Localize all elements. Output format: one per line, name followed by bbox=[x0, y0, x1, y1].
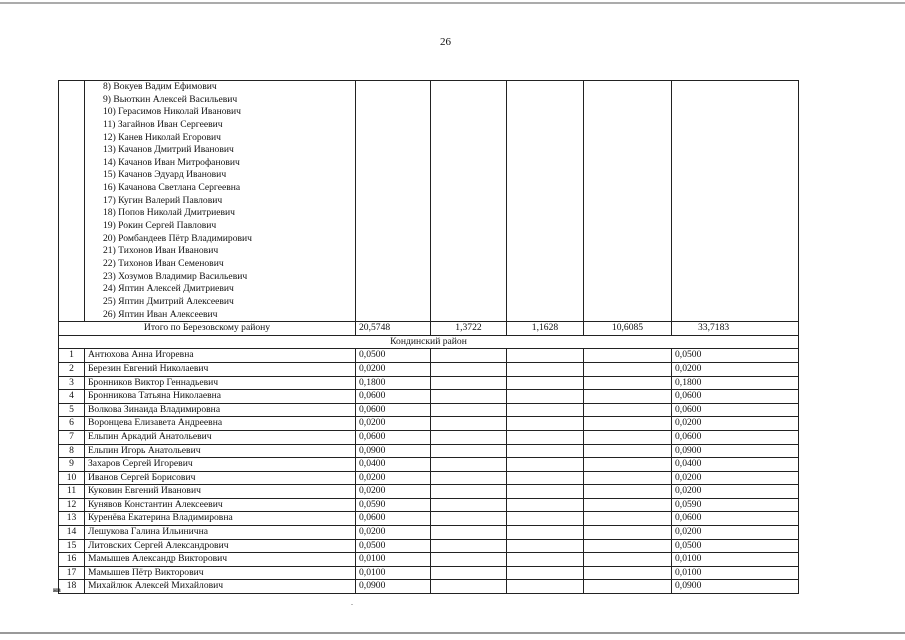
scan-speck bbox=[351, 604, 353, 605]
table-row bbox=[59, 498, 799, 512]
row-empty-cell bbox=[431, 512, 507, 526]
participant-name: 15) Качанов Эдуард Иванович bbox=[103, 169, 227, 181]
row-empty-cell bbox=[431, 390, 507, 404]
row-total: 0,0100 bbox=[672, 553, 799, 567]
row-name: Михайлюк Алексей Михайлович bbox=[85, 580, 356, 594]
row-empty-cell bbox=[431, 539, 507, 553]
row-name: Бронникова Татьяна Николаевна bbox=[85, 390, 356, 404]
row-empty-cell bbox=[431, 498, 507, 512]
row-total: 0,0600 bbox=[672, 390, 799, 404]
table-row bbox=[59, 512, 799, 526]
table-row bbox=[59, 349, 799, 363]
row-empty-cell bbox=[431, 403, 507, 417]
row-empty-cell bbox=[431, 362, 507, 376]
table-row bbox=[59, 471, 799, 485]
row-empty-cell bbox=[584, 403, 672, 417]
row-empty-cell bbox=[431, 458, 507, 472]
row-empty-cell bbox=[507, 458, 584, 472]
participant-name: 9) Вьюткин Алексей Васильевич bbox=[103, 93, 238, 105]
row-total: 0,0600 bbox=[672, 512, 799, 526]
participant-name: 23) Хозумов Владимир Васильевич bbox=[103, 270, 248, 282]
row-total: 0,0200 bbox=[672, 526, 799, 540]
row-empty-cell bbox=[584, 417, 672, 431]
row-number: 3 bbox=[59, 376, 85, 390]
participant-name: 26) Яптин Иван Алексеевич bbox=[103, 308, 218, 320]
district-total-value-4: 10,6085 bbox=[584, 322, 672, 336]
row-value-1: 0,0600 bbox=[356, 512, 431, 526]
row-empty-cell bbox=[507, 580, 584, 594]
names-num-cell bbox=[59, 81, 85, 322]
participant-name: 17) Кугин Валерий Павлович bbox=[103, 194, 223, 206]
row-number: 4 bbox=[59, 390, 85, 404]
row-empty-cell bbox=[584, 498, 672, 512]
table-row bbox=[59, 403, 799, 417]
names-list-cell bbox=[85, 81, 356, 322]
row-name: Бронников Виктор Геннадьевич bbox=[85, 376, 356, 390]
row-empty-cell bbox=[507, 512, 584, 526]
participant-name: 11) Загайнов Иван Сергеевич bbox=[103, 118, 223, 130]
section-title: Кондинский район bbox=[59, 335, 799, 349]
table-row bbox=[59, 376, 799, 390]
table-row bbox=[59, 444, 799, 458]
table-row bbox=[59, 485, 799, 499]
district-total-value-2: 1,3722 bbox=[431, 322, 507, 336]
row-empty-cell bbox=[431, 526, 507, 540]
row-empty-cell bbox=[584, 430, 672, 444]
row-empty-cell bbox=[507, 430, 584, 444]
row-number: 9 bbox=[59, 458, 85, 472]
participant-name: 24) Яптин Алексей Дмитриевич bbox=[103, 283, 234, 295]
participant-name: 16) Качанова Светлана Сергеевна bbox=[103, 182, 241, 194]
row-number: 11 bbox=[59, 485, 85, 499]
table-row bbox=[59, 526, 799, 540]
allocation-table bbox=[58, 80, 799, 594]
row-number: 16 bbox=[59, 553, 85, 567]
row-number: 12 bbox=[59, 498, 85, 512]
table-row bbox=[59, 580, 799, 594]
row-empty-cell bbox=[431, 376, 507, 390]
row-number: 15 bbox=[59, 539, 85, 553]
row-name: Куренёва Екатерина Владимировна bbox=[85, 512, 356, 526]
row-empty-cell bbox=[584, 553, 672, 567]
row-empty-cell bbox=[584, 390, 672, 404]
row-empty-cell bbox=[584, 362, 672, 376]
row-number: 8 bbox=[59, 444, 85, 458]
participant-name: 20) Ромбандеев Пётр Владимирович bbox=[103, 232, 253, 244]
row-number: 14 bbox=[59, 526, 85, 540]
row-total: 0,0590 bbox=[672, 498, 799, 512]
row-name: Воронцева Елизавета Андреевна bbox=[85, 417, 356, 431]
row-number: 18 bbox=[59, 580, 85, 594]
row-name: Березин Евгений Николаевич bbox=[85, 362, 356, 376]
row-total: 0,0900 bbox=[672, 444, 799, 458]
participant-name: 25) Яптин Дмитрий Алексеевич bbox=[103, 295, 234, 307]
row-empty-cell bbox=[507, 471, 584, 485]
row-total: 0,0200 bbox=[672, 471, 799, 485]
row-value-1: 0,0200 bbox=[356, 485, 431, 499]
district-total-label: Итого по Березовскому району bbox=[59, 322, 356, 336]
row-value-1: 0,0590 bbox=[356, 498, 431, 512]
table-row bbox=[59, 553, 799, 567]
row-value-1: 0,0100 bbox=[356, 566, 431, 580]
row-empty-cell bbox=[507, 539, 584, 553]
row-empty-cell bbox=[431, 471, 507, 485]
row-value-1: 0,0500 bbox=[356, 349, 431, 363]
table-row bbox=[59, 430, 799, 444]
row-empty-cell bbox=[584, 485, 672, 499]
row-name: Захаров Сергей Игоревич bbox=[85, 458, 356, 472]
participant-name: 22) Тихонов Иван Семенович bbox=[103, 257, 224, 269]
participant-name: 21) Тихонов Иван Иванович bbox=[103, 245, 219, 257]
row-total: 0,0500 bbox=[672, 539, 799, 553]
table-row bbox=[59, 539, 799, 553]
participant-name: 18) Попов Николай Дмитриевич bbox=[103, 207, 235, 219]
row-value-1: 0,1800 bbox=[356, 376, 431, 390]
row-name: Мамышев Пётр Викторович bbox=[85, 566, 356, 580]
row-number: 1 bbox=[59, 349, 85, 363]
row-empty-cell bbox=[431, 430, 507, 444]
participant-name: 13) Качанов Дмитрий Иванович bbox=[103, 144, 234, 156]
row-empty-cell bbox=[584, 458, 672, 472]
row-value-1: 0,0600 bbox=[356, 430, 431, 444]
row-value-1: 0,0600 bbox=[356, 403, 431, 417]
row-name: Иванов Сергей Борисович bbox=[85, 471, 356, 485]
district-total-value-1: 20,5748 bbox=[356, 322, 431, 336]
row-total: 0,0200 bbox=[672, 362, 799, 376]
names-list bbox=[85, 81, 355, 321]
row-empty-cell bbox=[431, 566, 507, 580]
participant-name: 14) Качанов Иван Митрофанович bbox=[103, 156, 240, 168]
row-empty-cell bbox=[584, 349, 672, 363]
row-empty-cell bbox=[507, 566, 584, 580]
table-row bbox=[59, 417, 799, 431]
row-empty-cell bbox=[584, 512, 672, 526]
row-empty-cell bbox=[584, 526, 672, 540]
row-number: 13 bbox=[59, 512, 85, 526]
names-empty-cell bbox=[431, 81, 507, 322]
row-empty-cell bbox=[584, 539, 672, 553]
row-empty-cell bbox=[507, 498, 584, 512]
row-name: Лешукова Галина Ильинична bbox=[85, 526, 356, 540]
district-total-value-3: 1,1628 bbox=[507, 322, 584, 336]
row-total: 0,0100 bbox=[672, 566, 799, 580]
table-row bbox=[59, 362, 799, 376]
row-empty-cell bbox=[507, 362, 584, 376]
table-row bbox=[59, 458, 799, 472]
district-total-sum: 33,7183 bbox=[672, 322, 799, 336]
row-empty-cell bbox=[584, 444, 672, 458]
row-empty-cell bbox=[507, 376, 584, 390]
row-empty-cell bbox=[431, 580, 507, 594]
row-number: 5 bbox=[59, 403, 85, 417]
scan-edge-bottom bbox=[0, 632, 905, 634]
row-empty-cell bbox=[584, 580, 672, 594]
row-name: Литовских Сергей Александрович bbox=[85, 539, 356, 553]
row-empty-cell bbox=[584, 376, 672, 390]
row-value-1: 0,0500 bbox=[356, 539, 431, 553]
participant-name: 19) Рокин Сергей Павлович bbox=[103, 220, 217, 232]
participant-name: 10) Герасимов Николай Иванович bbox=[103, 106, 241, 118]
row-value-1: 0,0900 bbox=[356, 444, 431, 458]
page-number: 26 bbox=[440, 36, 451, 48]
row-total: 0,0200 bbox=[672, 417, 799, 431]
row-empty-cell bbox=[431, 553, 507, 567]
row-empty-cell bbox=[507, 417, 584, 431]
row-value-1: 0,0200 bbox=[356, 526, 431, 540]
names-empty-cell bbox=[584, 81, 672, 322]
section-header-row bbox=[59, 335, 799, 349]
row-number: 7 bbox=[59, 430, 85, 444]
row-empty-cell bbox=[507, 444, 584, 458]
row-value-1: 0,0100 bbox=[356, 553, 431, 567]
row-empty-cell bbox=[584, 471, 672, 485]
row-total: 0,0200 bbox=[672, 485, 799, 499]
row-empty-cell bbox=[431, 349, 507, 363]
row-empty-cell bbox=[507, 526, 584, 540]
row-number: 6 bbox=[59, 417, 85, 431]
row-empty-cell bbox=[507, 403, 584, 417]
row-name: Кунявов Константин Алексеевич bbox=[85, 498, 356, 512]
scan-edge-top bbox=[0, 2, 905, 4]
row-empty-cell bbox=[507, 349, 584, 363]
row-total: 0,0600 bbox=[672, 430, 799, 444]
table-row bbox=[59, 566, 799, 580]
row-empty-cell bbox=[507, 390, 584, 404]
row-name: Куковин Евгений Иванович bbox=[85, 485, 356, 499]
participant-name: 12) Канев Николай Егорович bbox=[103, 131, 221, 143]
names-empty-cell bbox=[672, 81, 799, 322]
row-empty-cell bbox=[507, 485, 584, 499]
row-value-1: 0,0600 bbox=[356, 390, 431, 404]
row-value-1: 0,0200 bbox=[356, 417, 431, 431]
row-empty-cell bbox=[431, 485, 507, 499]
row-empty-cell bbox=[431, 444, 507, 458]
row-number: 17 bbox=[59, 566, 85, 580]
row-number: 2 bbox=[59, 362, 85, 376]
names-empty-cell bbox=[507, 81, 584, 322]
row-total: 0,0600 bbox=[672, 403, 799, 417]
row-total: 0,0400 bbox=[672, 458, 799, 472]
table-row bbox=[59, 390, 799, 404]
row-name: Ельпин Аркадий Анатольевич bbox=[85, 430, 356, 444]
row-value-1: 0,0200 bbox=[356, 362, 431, 376]
row-value-1: 0,0900 bbox=[356, 580, 431, 594]
row-total: 0,0900 bbox=[672, 580, 799, 594]
row-total: 0,1800 bbox=[672, 376, 799, 390]
names-continuation-row bbox=[59, 81, 799, 322]
row-name: Антюхова Анна Игоревна bbox=[85, 349, 356, 363]
row-empty-cell bbox=[584, 566, 672, 580]
row-name: Волкова Зинаида Владимировна bbox=[85, 403, 356, 417]
row-name: Ельпин Игорь Анатольевич bbox=[85, 444, 356, 458]
district-total-row bbox=[59, 322, 799, 336]
row-value-1: 0,0200 bbox=[356, 471, 431, 485]
row-number: 10 bbox=[59, 471, 85, 485]
row-value-1: 0,0400 bbox=[356, 458, 431, 472]
participant-name: 8) Вокуев Вадим Ефимович bbox=[103, 81, 217, 92]
names-empty-cell bbox=[356, 81, 431, 322]
row-total: 0,0500 bbox=[672, 349, 799, 363]
row-empty-cell bbox=[431, 417, 507, 431]
footer-mark: нв bbox=[53, 586, 61, 594]
row-name: Мамышев Александр Викторович bbox=[85, 553, 356, 567]
row-empty-cell bbox=[507, 553, 584, 567]
